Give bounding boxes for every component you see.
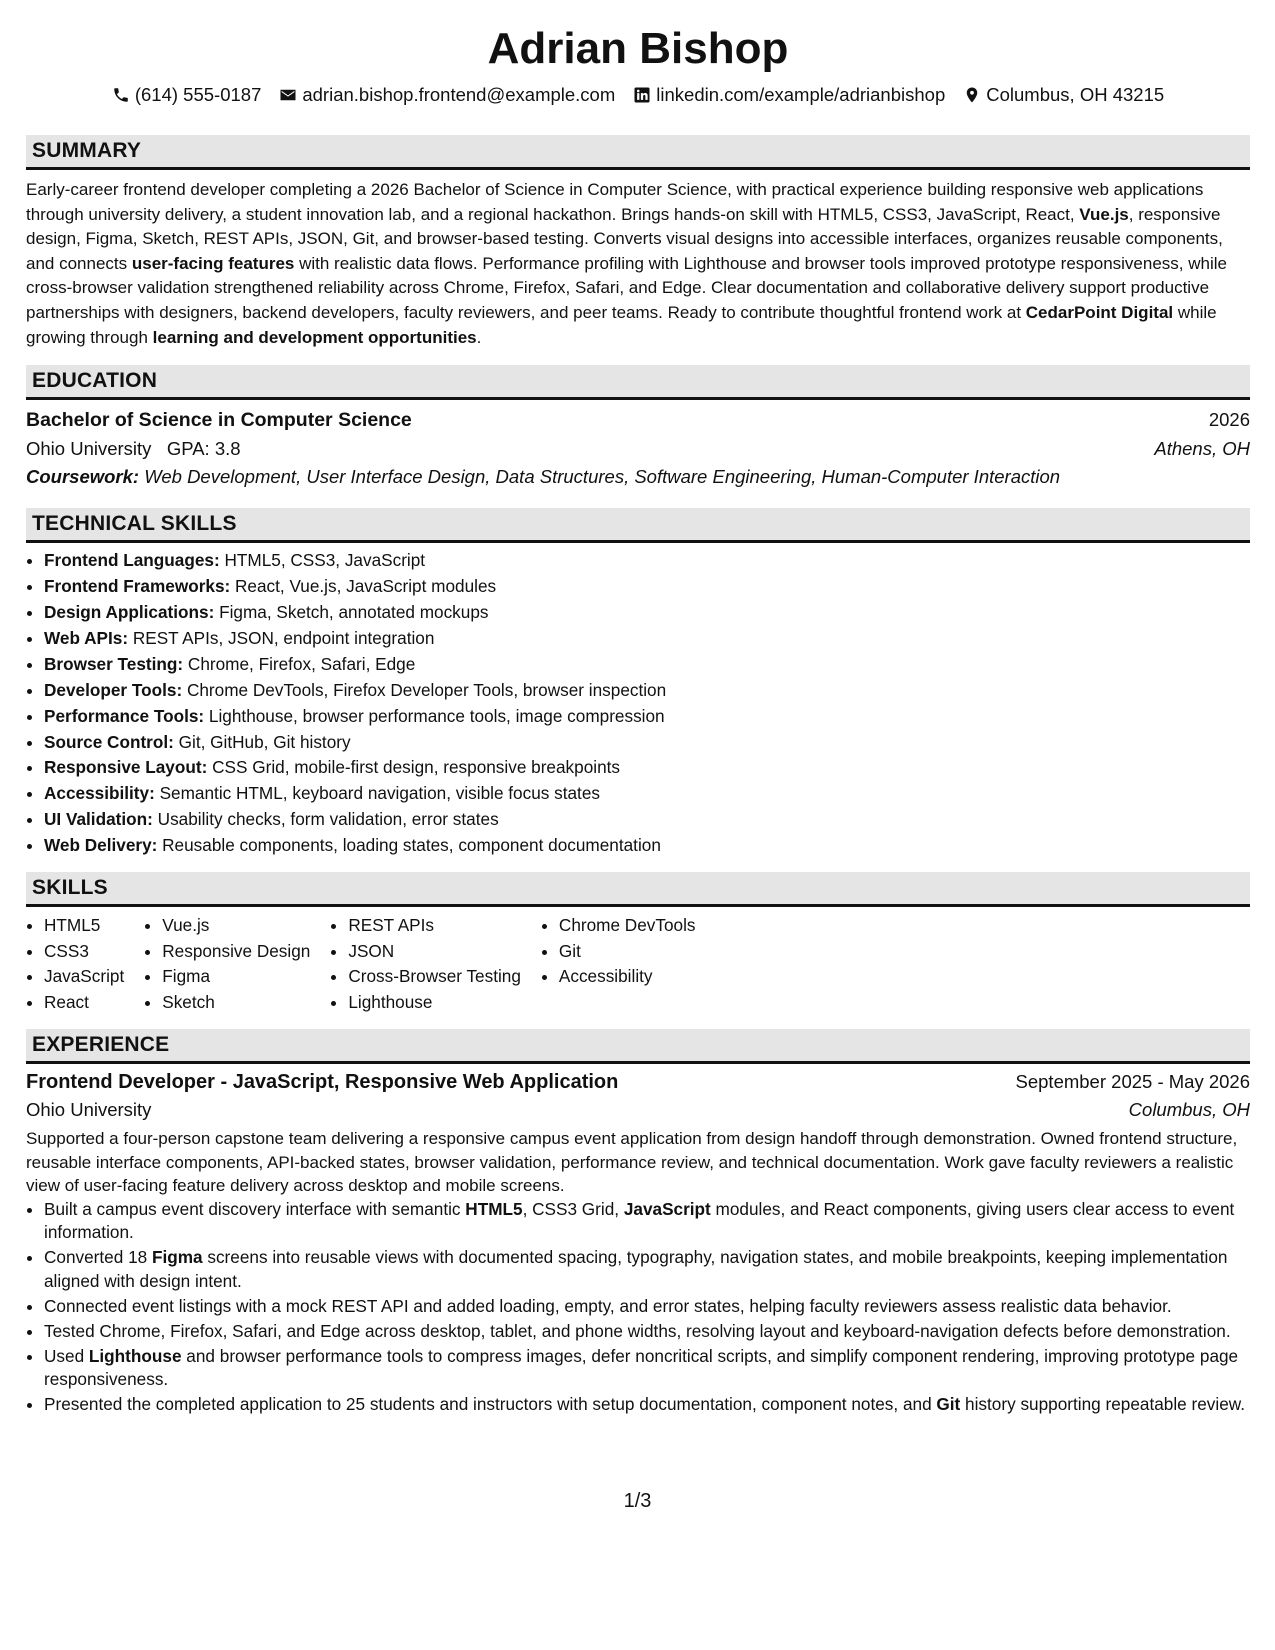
job-org-row	[26, 1099, 1250, 1121]
job-bullet-keyword: HTML5	[465, 1198, 523, 1219]
technical-skill-item	[44, 626, 1250, 652]
skill-item: • Vue.js	[162, 913, 310, 939]
technical-skill-label: UI Validation:	[44, 809, 153, 830]
skill-item: • Lighthouse	[348, 990, 521, 1016]
technical-skill-label: Frontend Frameworks:	[44, 576, 231, 597]
education-row-degree	[26, 409, 1250, 432]
summary-keyword: Vue.js	[1079, 204, 1129, 224]
technical-skill-value: REST APIs, JSON, endpoint integration	[132, 627, 435, 648]
technical-skill-value: Chrome DevTools, Firefox Developer Tools, browser inspection	[186, 679, 667, 700]
job-bullet-text: , CSS3 Grid,	[522, 1198, 624, 1219]
job-bullet-text: Tested Chrome, Firefox, Safari, and Edge across desktop, tablet, and phone widths, resolving layout and keyboard-navigation defects before demonstration.	[44, 1320, 1231, 1341]
job-bullet-text: history supporting repeatable review.	[960, 1394, 1245, 1415]
job-bullets	[26, 1198, 1250, 1417]
email-link[interactable]: adrian.bishop.frontend@example.com	[302, 84, 616, 105]
job-dates: September 2025 - May 2026	[1015, 1071, 1250, 1093]
skills-column	[26, 913, 124, 1015]
education-row-institution	[26, 438, 1250, 460]
education-location: Athens, OH	[1154, 438, 1250, 460]
technical-skill-label: Web APIs:	[44, 627, 129, 648]
envelope-icon	[279, 86, 297, 104]
technical-skill-label: Performance Tools:	[44, 705, 205, 726]
technical-skill-item	[44, 548, 1250, 574]
contact-location	[963, 84, 1164, 106]
contact-bar	[26, 82, 1250, 108]
phone-text: (614) 555-0187	[134, 84, 262, 105]
job-bullet-text: Connected event listings with a mock REST API and added loading, empty, and error states, helping faculty reviewers assess realistic data behavior.	[44, 1295, 1172, 1316]
resume-page	[26, 0, 1250, 1418]
technical-skill-label: Responsive Layout:	[44, 757, 208, 778]
technical-skill-label: Accessibility:	[44, 783, 155, 804]
contact-phone	[112, 84, 262, 106]
job-title: Frontend Developer - JavaScript, Responsive Web Application	[26, 1071, 619, 1094]
job-bullet-text: modules, and React components, giving users clear access to event information.	[44, 1198, 1235, 1243]
job-bullet-keyword: Git	[936, 1394, 961, 1415]
technical-skill-value: Lighthouse, browser performance tools, image compression	[208, 705, 665, 726]
technical-skill-value: Usability checks, form validation, error states	[157, 809, 499, 830]
skill-item: • Cross-Browser Testing	[348, 964, 521, 990]
institution-name: Ohio University	[26, 438, 152, 460]
technical-skill-value: Reusable components, loading states, component documentation	[162, 835, 661, 856]
technical-skill-item	[44, 652, 1250, 678]
technical-skill-value: CSS Grid, mobile-first design, responsive breakpoints	[212, 757, 621, 778]
technical-skill-item	[44, 833, 1250, 859]
technical-skill-item	[44, 574, 1250, 600]
contact-email[interactable]	[279, 84, 615, 106]
technical-skill-item	[44, 781, 1250, 807]
technical-skill-label: Web Delivery:	[44, 835, 158, 856]
section-education-heading: EDUCATION	[26, 365, 1250, 400]
skill-item: • JavaScript	[44, 964, 124, 990]
contact-linkedin[interactable]	[633, 84, 945, 106]
coursework-label: Coursework:	[26, 466, 140, 488]
linkedin-link[interactable]: linkedin.com/example/adrianbishop	[656, 84, 946, 105]
summary-text: with realistic data flows. Performance profiling with Lighthouse and browser tools improved prototype responsiveness, while cross-browser validation strengthened reliability across Chrome, Firefox, Safari, and Edge. Clear documentation and collaborative delivery support productive partnerships with designers, backend developers, faculty reviewers, and peer teams. Ready to contribute thoughtful frontend work at	[26, 253, 1227, 322]
skill-item: • React	[44, 990, 124, 1016]
skills-column	[144, 913, 310, 1015]
job-bullet-text: screens into reusable views with documented spacing, typography, navigation states, and mobile breakpoints, keeping implementation aligned with design intent.	[44, 1247, 1228, 1291]
skill-item: • REST APIs	[348, 913, 521, 939]
job-header-row	[26, 1071, 1250, 1094]
job-bullet-text: and browser performance tools to compress images, defer noncritical scripts, and simplify component rendering, improving prototype page responsiveness.	[44, 1345, 1239, 1390]
skill-item: • JSON	[348, 939, 521, 965]
candidate-name: Adrian Bishop	[487, 24, 789, 73]
skill-item: • Responsive Design	[162, 939, 310, 965]
job-description: Supported a four-person capstone team delivering a responsive campus event application from design handoff through demonstration. Owned frontend structure, reusable interface components, API-backed states, browser validation, performance review, and technical documentation. Work gave faculty reviewers a realistic view of user-facing feature delivery across desktop and mobile screens.	[26, 1129, 1238, 1196]
job-bullet-keyword: Lighthouse	[88, 1345, 182, 1366]
section-summary-heading: SUMMARY	[26, 135, 1250, 170]
summary-text: .	[476, 327, 482, 347]
technical-skill-value: React, Vue.js, JavaScript modules	[235, 576, 497, 597]
section-technical-skills-heading: TECHNICAL SKILLS	[26, 508, 1250, 543]
gpa: GPA: 3.8	[166, 438, 241, 460]
skill-item: • Chrome DevTools	[559, 913, 696, 939]
section-experience-heading: EXPERIENCE	[26, 1029, 1250, 1064]
summary-keyword: user-facing features	[131, 253, 295, 273]
job-organization: Ohio University	[26, 1099, 152, 1121]
job-bullet	[44, 1246, 1250, 1293]
technical-skill-value: Figma, Sketch, annotated mockups	[219, 601, 489, 622]
skills-columns	[26, 913, 1250, 1015]
institution-line	[26, 438, 241, 460]
skill-item: • Figma	[162, 964, 310, 990]
technical-skill-item	[44, 600, 1250, 626]
job-bullet	[44, 1198, 1250, 1245]
phone-icon	[112, 86, 130, 104]
technical-skill-label: Source Control:	[44, 731, 174, 752]
technical-skill-label: Developer Tools:	[44, 679, 183, 700]
skill-item: • Sketch	[162, 990, 310, 1016]
linkedin-icon	[633, 86, 651, 104]
job-bullet-keyword: JavaScript	[623, 1198, 711, 1219]
technical-skill-item	[44, 755, 1250, 781]
skill-item: • Accessibility	[559, 964, 696, 990]
coursework-line	[26, 466, 1250, 488]
technical-skill-item	[44, 704, 1250, 730]
section-skills-heading: SKILLS	[26, 872, 1250, 907]
skill-item: • Git	[559, 939, 696, 965]
skills-column	[541, 913, 696, 1015]
job-bullet-text: Presented the completed application to 25 students and instructors with setup documentation, component notes, and	[44, 1394, 937, 1415]
job-bullet-text: Converted 18	[44, 1247, 152, 1268]
skill-item: • HTML5	[44, 913, 124, 939]
graduation-year: 2026	[1208, 409, 1250, 431]
summary-keyword: CedarPoint Digital	[1025, 302, 1174, 322]
technical-skills-list	[26, 548, 1250, 859]
job-location: Columbus, OH	[1128, 1099, 1250, 1121]
job-bullet	[44, 1320, 1250, 1344]
skill-item: • CSS3	[44, 939, 124, 965]
technical-skill-label: Frontend Languages:	[44, 550, 220, 571]
skills-column	[330, 913, 521, 1015]
job-bullet-text: Built a campus event discovery interface with semantic	[44, 1198, 466, 1219]
page-number: 1/3	[623, 1490, 652, 1512]
summary-text: , responsive design, Figma, Sketch, REST APIs, JSON, Git, and browser-based testing. Converts visual designs into accessible interfaces, organizes reusable components, and connects	[26, 204, 1223, 273]
coursework-list: Web Development, User Interface Design, Data Structures, Software Engineering, Human-Computer Interaction	[144, 466, 1061, 488]
technical-skill-value: HTML5, CSS3, JavaScript	[224, 550, 426, 571]
technical-skill-item	[44, 730, 1250, 756]
job-bullet-keyword: Figma	[151, 1247, 203, 1268]
technical-skill-value: Semantic HTML, keyboard navigation, visible focus states	[159, 783, 600, 804]
degree-title: Bachelor of Science in Computer Science	[26, 409, 412, 432]
job-bullet	[44, 1393, 1250, 1417]
technical-skill-value: Git, GitHub, Git history	[178, 731, 351, 752]
technical-skill-item	[44, 678, 1250, 704]
map-pin-icon	[963, 86, 981, 104]
summary-text: while growing through	[26, 302, 1217, 347]
summary-paragraph	[26, 178, 1250, 350]
technical-skill-label: Browser Testing:	[44, 653, 184, 674]
technical-skill-value: Chrome, Firefox, Safari, Edge	[187, 653, 416, 674]
summary-keyword: learning and development opportunities	[152, 327, 477, 347]
technical-skill-item	[44, 807, 1250, 833]
job-bullet-text: Used	[44, 1345, 89, 1366]
job-bullet	[44, 1295, 1250, 1319]
job-bullet	[44, 1345, 1250, 1392]
summary-text: Early-career frontend developer completing a 2026 Bachelor of Science in Computer Science, with practical experience building responsive web applications through university delivery, a student innovation lab, and a regional hackathon. Brings hands-on skill with HTML5, CSS3, JavaScript, React,	[26, 180, 1204, 224]
technical-skill-label: Design Applications:	[44, 601, 215, 622]
location-text: Columbus, OH 43215	[986, 84, 1165, 105]
